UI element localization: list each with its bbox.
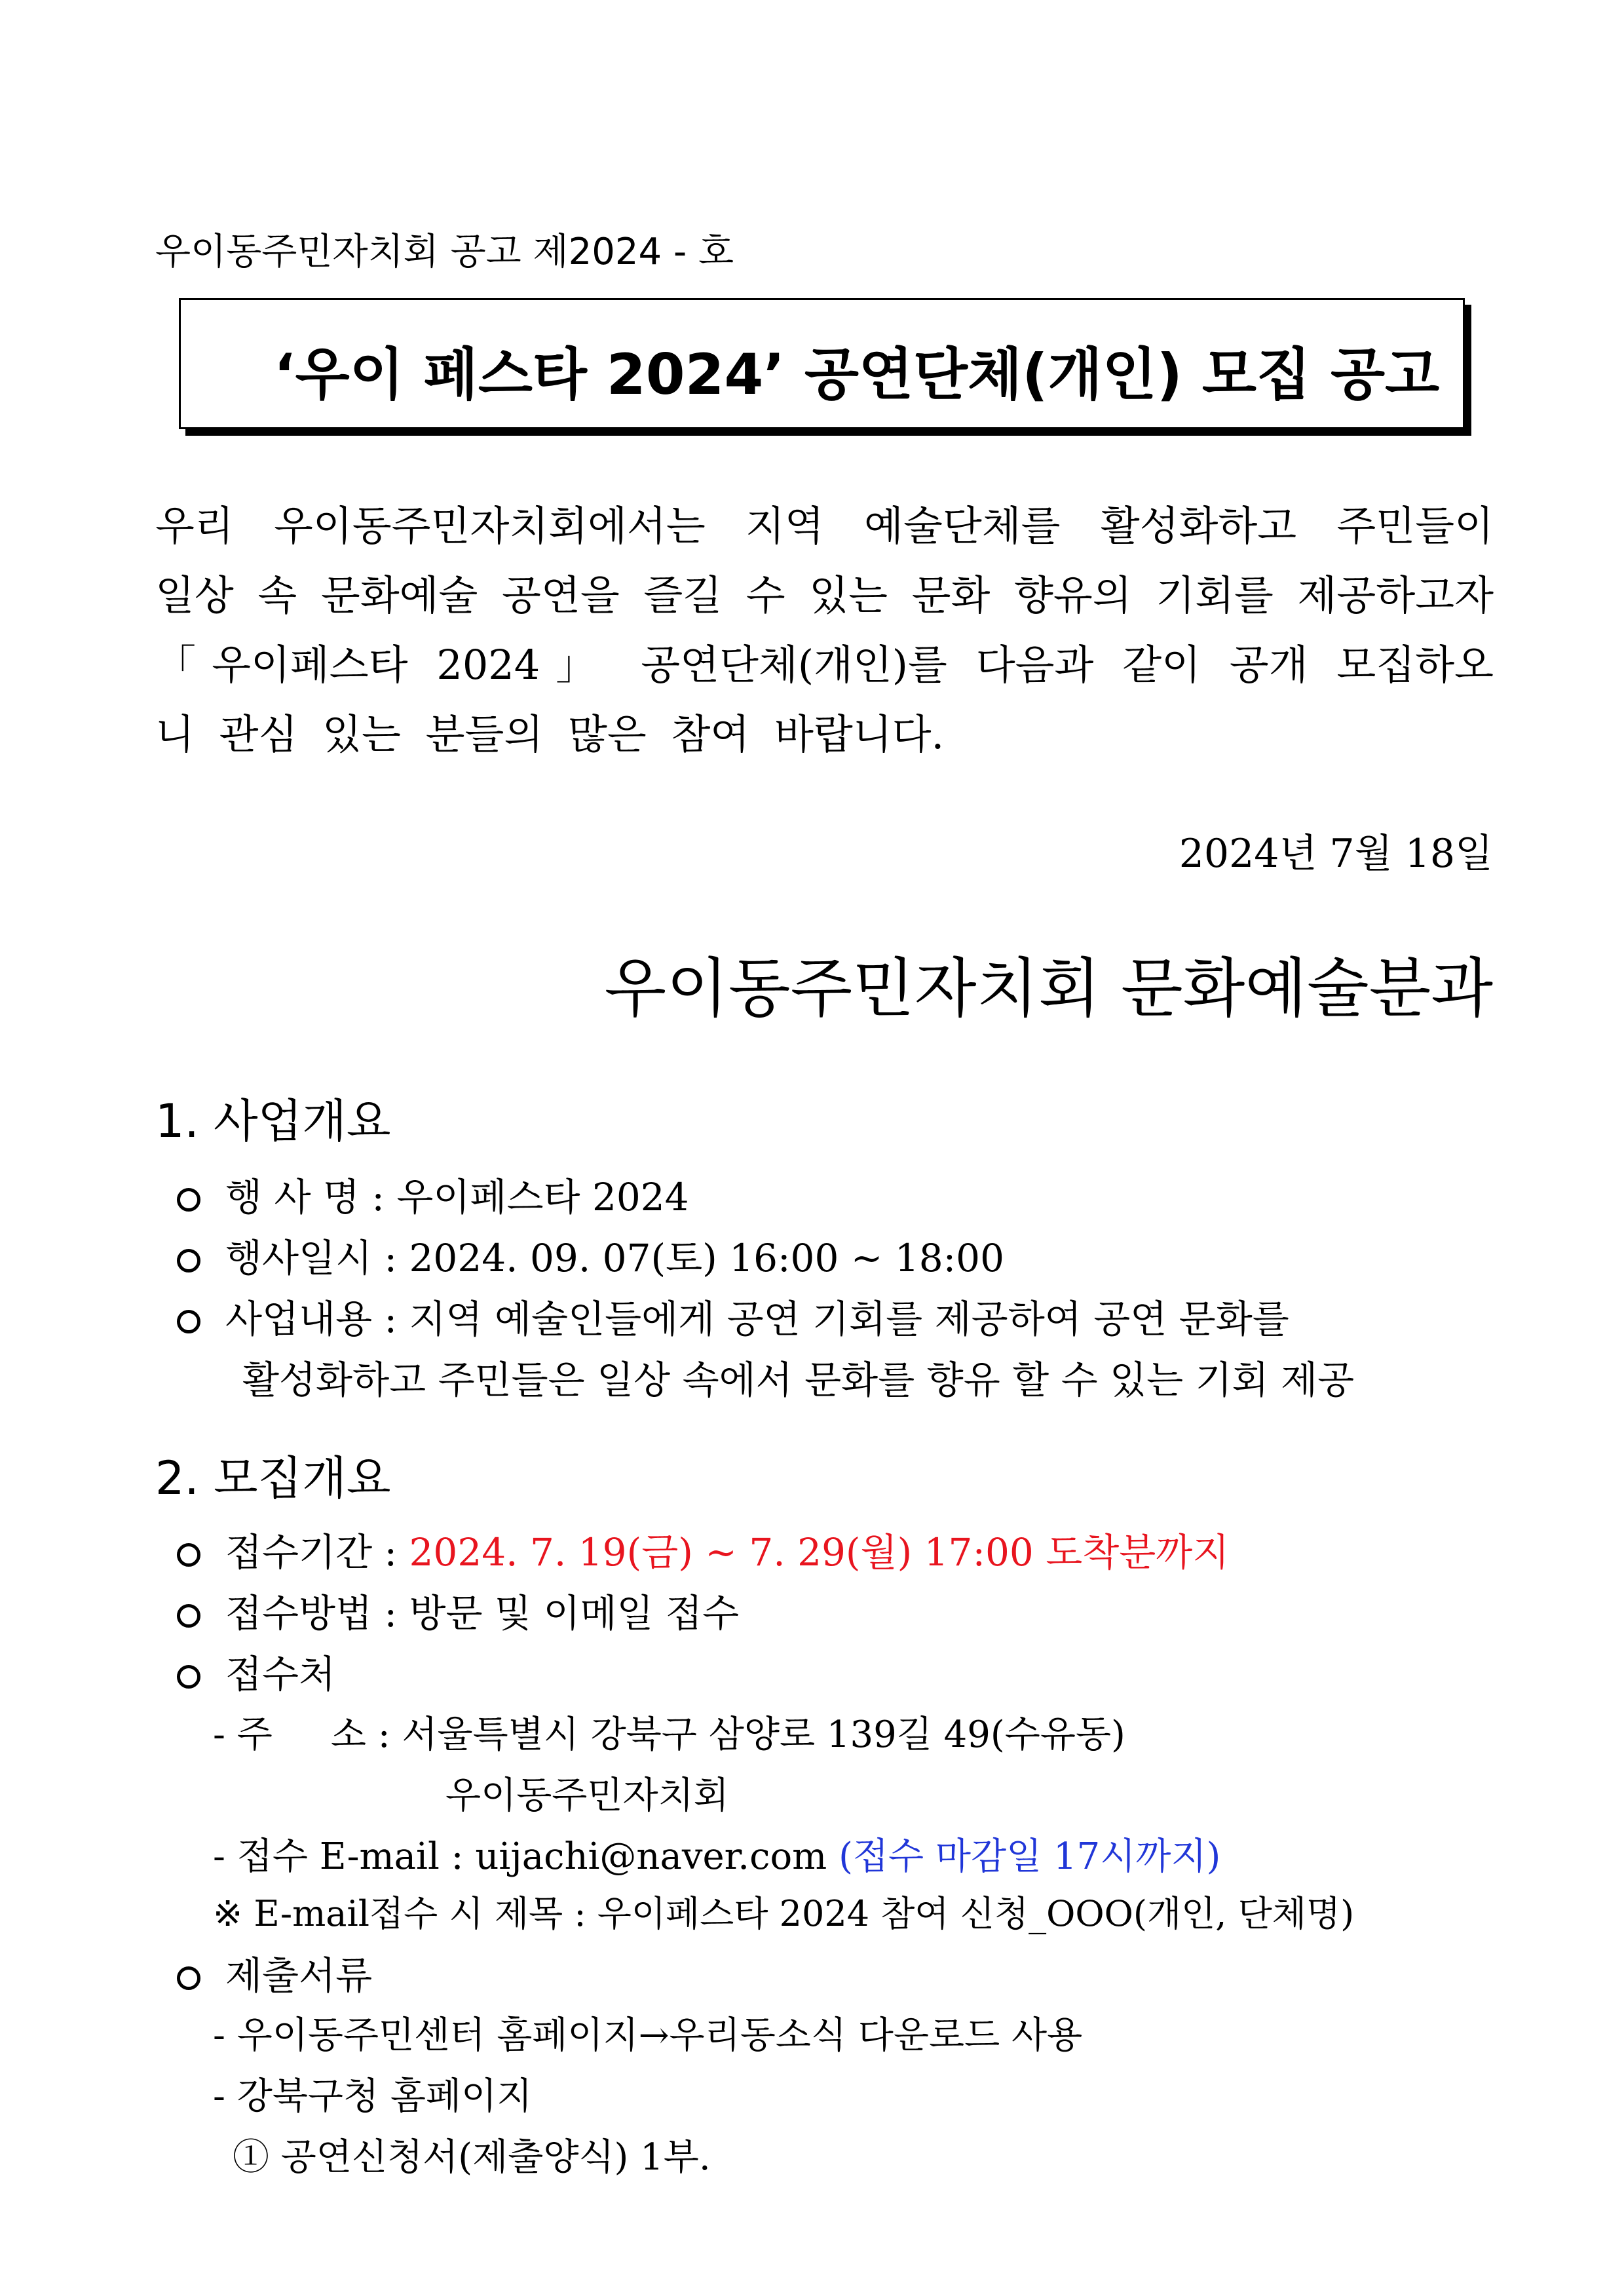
intro-line-4: 니 관심 있는 분들의 많은 참여 바랍니다.: [155, 710, 945, 758]
method-row: [177, 1582, 739, 1637]
circle-bullet-icon: [177, 1604, 200, 1628]
event-date-row: [177, 1227, 1004, 1282]
place-label: 접수처: [225, 1652, 336, 1696]
place-row: [177, 1643, 335, 1698]
content-row: [177, 1288, 1289, 1343]
circle-bullet-icon: [177, 1188, 200, 1212]
event-name-row: [177, 1166, 689, 1221]
content-line-1: 지역 예술인들에게 공연 기회를 제공하여 공연 문화를: [409, 1297, 1289, 1341]
event-date-label: 행사일시 :: [225, 1236, 398, 1280]
circle-bullet-icon: [177, 1249, 200, 1272]
docs-label: 제출서류: [225, 1953, 373, 1998]
period-row: [177, 1521, 1229, 1577]
docs-row: [177, 1945, 372, 2000]
intro-line-3: 「우이페스타 2024」 공연단체(개인)를 다음과 같이 공개 모집하오: [155, 641, 1494, 689]
method-label: 접수방법 :: [225, 1591, 398, 1636]
period-value: 2024. 7. 19(금) ~ 7. 29(월) 17:00 도착분까지: [409, 1530, 1230, 1575]
content-label: 사업내용 :: [225, 1297, 398, 1341]
content-line-2: 활성화하고 주민들은 일상 속에서 문화를 향유 할 수 있는 기회 제공: [242, 1358, 1355, 1402]
notice-date: 2024년 7월 18일: [1179, 831, 1493, 877]
address-line-1: 서울특별시 강북구 삼양로 139길 49(수유동): [402, 1713, 1125, 1756]
period-label: 접수기간 :: [225, 1530, 398, 1575]
section1-heading: 1. 사업개요: [155, 1094, 391, 1148]
doc-item-1: ① 공연신청서(제출양식) 1부.: [233, 2136, 711, 2179]
email-deadline-note: (접수 마감일 17시까지): [839, 1835, 1221, 1878]
email-address: uijachi@naver.com: [475, 1835, 827, 1878]
circle-bullet-icon: [177, 1543, 200, 1567]
event-date-value: 2024. 09. 07(토) 16:00 ~ 18:00: [409, 1236, 1004, 1280]
intro-line-2: 일상 속 문화예술 공연을 즐길 수 있는 문화 향유의 기회를 제공하고자: [155, 571, 1494, 619]
address-label: - 주 소 :: [213, 1713, 390, 1756]
email-row: [213, 1827, 1220, 1880]
circle-bullet-icon: [177, 1966, 200, 1990]
address-line-2: 우이동주민자치회: [445, 1774, 729, 1817]
notice-number: 우이동주민자치회 공고 제2024 - 호: [155, 231, 734, 273]
circle-bullet-icon: [177, 1665, 200, 1689]
docs-source-1: - 우이동주민센터 홈페이지→우리동소식 다운로드 사용: [213, 2014, 1083, 2057]
section2-heading: 2. 모집개요: [155, 1451, 391, 1505]
email-subject-note: ※ E-mail접수 시 제목 : 우이페스타 2024 참여 신청_OOO(개인, 단체명): [213, 1893, 1355, 1934]
event-name-label: 행 사 명 :: [225, 1175, 385, 1219]
docs-source-2: - 강북구청 홈페이지: [213, 2075, 533, 2118]
method-value: 방문 및 이메일 접수: [409, 1591, 740, 1636]
email-label: - 접수 E-mail :: [213, 1835, 464, 1878]
event-name-value: 우이페스타 2024: [396, 1175, 689, 1219]
circle-bullet-icon: [177, 1310, 200, 1333]
address-row: [213, 1706, 1125, 1758]
organization-name: 우이동주민자치회 문화예술분과: [604, 951, 1493, 1026]
notice-title: ‘우이 페스타 2024’ 공연단체(개인) 모집 공고: [274, 342, 1440, 408]
title-box: [179, 298, 1465, 429]
intro-line-1: 우리 우이동주민자치회에서는 지역 예술단체를 활성화하고 주민들이: [155, 502, 1494, 550]
